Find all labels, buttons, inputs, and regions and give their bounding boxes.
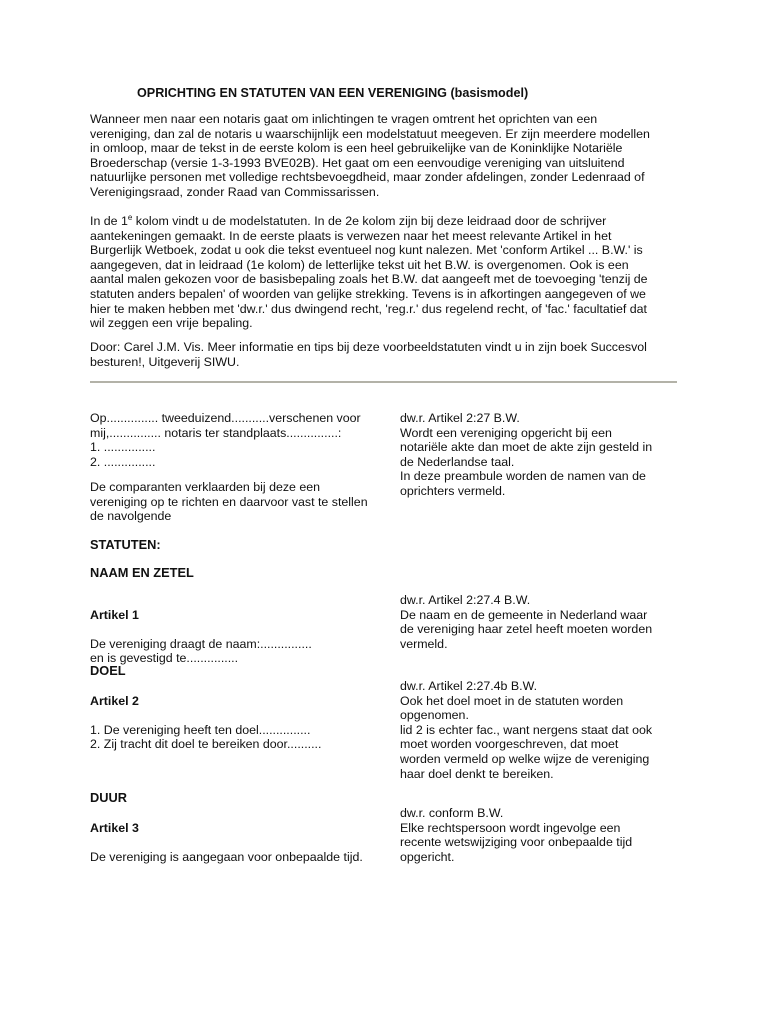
article-3-text: De vereniging is aangegaan voor onbepaalde tijd.: [90, 849, 363, 864]
preamble-declaration: De comparanten verklaarden bij deze een vereniging op te richten en daarvoor vast te stellen de navolgende: [90, 480, 368, 524]
section-divider: [90, 381, 677, 383]
article-3-label: Artikel 3: [90, 820, 139, 835]
preamble-text: Op............... tweeduizend...........verschenen voor mij,............... notaris ter standplaats...............: 1. ............... 2. ...............: [90, 411, 361, 469]
article-1-label: Artikel 1: [90, 607, 139, 622]
article-2-note: dw.r. Artikel 2:27.4b B.W. Ook het doel moet in de statuten worden opgenomen. lid 2 is echter fac., want nergens staat dat ook moet worden voorgeschreven, dat moet worden vermeld op welke wijze de vereniging haar doel denkt te bereiken.: [400, 679, 653, 781]
duur-heading: DUUR: [90, 790, 127, 805]
columns-paragraph-rest: kolom vindt u de modelstatuten. In de 2e kolom zijn bij deze leidraad door de schrijver aantekeningen gemaakt. In de eerste plaats is verwezen naar het meest relevante Artikel in het Burgerlijk Wetboek, zodat u ook die tekst eventueel nog kunt nalezen. Met 'conform Artikel ... B.W.' is aangegeven, dat in leidraad (1e kolom) de letterlijke tekst uit het B.W. is overgenomen. Ook is een aantal malen gekozen voor de basisbepaling zoals het B.W. dat aangeeft met de toevoeging 'tenzij de statuten anders bepalen' of woorden van gelijke strekking. Tevens is in afkortingen aangegeven of we hier te maken hebben met 'dw.r.' dus dwingend recht, 'reg.r.' dus regelend recht, of 'fac.' facultatief dat wil zeggen een vrije bepaling.: [90, 214, 648, 331]
article-2: [90, 679, 390, 767]
doel-heading: DOEL: [90, 663, 126, 678]
preamble-note: dw.r. Artikel 2:27 B.W. Wordt een vereniging opgericht bij een notariële akte dan moet de akte zijn gesteld in de Nederlandse taal. In deze preambule worden de namen van de oprichters vermeld.: [400, 411, 653, 498]
author-paragraph: Door: Carel J.M. Vis. Meer informatie en tips bij deze voorbeeldstatuten vindt u in zijn boek Succesvol besturen!, Uitgeverij SIWU.: [90, 340, 647, 369]
naam-zetel-heading: NAAM EN ZETEL: [90, 565, 194, 580]
intro-paragraph: Wanneer men naar een notaris gaat om inlichtingen te vragen omtrent het oprichten van een vereniging, dan zal de notaris u waarschijnlijk een modelstatuut meegeven. Er zijn meerdere modellen in omloop, maar de tekst in de eerste kolom is een heel gebruikelijke van de Koninklijke Notariële Broederschap (versie 1-3-1993 BVE02B). Het gaat om een eenvoudige vereniging van uitsluitend natuurlijke personen met volledige rechtsbevoegdheid, maar zonder afdelingen, zonder Ledenraad of Verenigingsraad, zonder Raad van Commissarissen.: [90, 112, 650, 199]
article-1-text: De vereniging draagt de naam:............... en is gevestigd te...............: [90, 636, 312, 666]
document-title: OPRICHTING EN STATUTEN VAN EEN VERENIGING (basismodel): [137, 86, 529, 100]
article-1: [90, 593, 390, 681]
columns-explanation-paragraph: [90, 214, 690, 331]
article-3: [90, 806, 390, 879]
columns-paragraph-start: In de 1: [90, 214, 128, 228]
article-1-note: dw.r. Artikel 2:27.4 B.W. De naam en de gemeente in Nederland waar de vereniging haar zetel heeft moeten worden vermeld.: [400, 593, 653, 651]
article-3-note: dw.r. conform B.W. Elke rechtspersoon wordt ingevolge een recente wetswijziging voor onbepaalde tijd opgericht.: [400, 806, 633, 864]
ordinal-superscript: e: [127, 212, 133, 222]
article-2-label: Artikel 2: [90, 693, 139, 708]
statuten-heading: STATUTEN:: [90, 537, 161, 552]
article-2-text: 1. De vereniging heeft ten doel............... 2. Zij tracht dit doel te bereiken door..........: [90, 722, 322, 752]
